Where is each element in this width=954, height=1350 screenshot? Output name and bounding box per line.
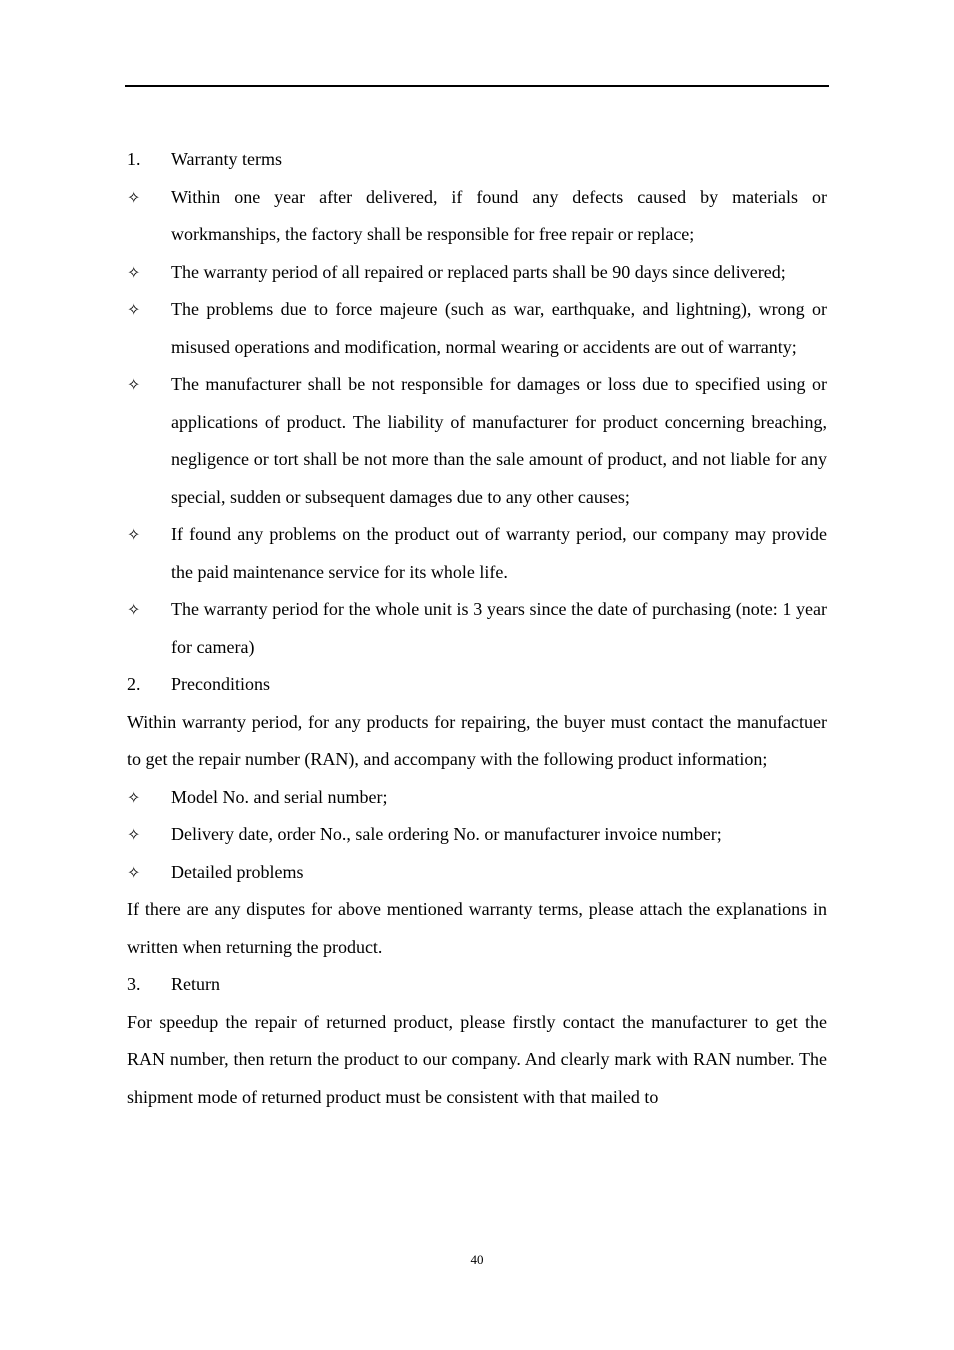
section-heading-return [127, 966, 827, 1004]
list-item-text: Detailed problems [171, 861, 304, 882]
page-number: 40 [470, 1252, 484, 1267]
list-item [127, 366, 827, 516]
list-item-text: Delivery date, order No., sale ordering No. or manufacturer invoice number; [171, 824, 722, 844]
four-point-star-bullet-icon: ✧ [127, 862, 141, 882]
header-rule [125, 85, 829, 87]
list-item-text: The manufacturer shall be not responsible for damages or loss due to specified using or applications of product. The liability of manufacturer for product concerning breaching, negligence or tort shall be not more than the sale amount of product, and not liable for any special, sudden or subsequent damages due to any other causes; [171, 374, 827, 507]
list-item-text: Model No. and serial number; [171, 786, 388, 807]
list-item-text: The warranty period of all repaired or replaced parts shall be 90 days since delivered; [171, 261, 786, 282]
four-point-star-bullet-icon: ✧ [127, 300, 141, 319]
disputes-paragraph: If there are any disputes for above mentioned warranty terms, please attach the explanations in written when returning the product. [127, 899, 827, 957]
list-item [127, 516, 827, 591]
section-title: Preconditions [171, 674, 270, 694]
section-title: Warranty terms [171, 149, 283, 169]
section-number: 1. [127, 149, 141, 169]
list-item-text: Within one year after delivered, if found any defects caused by materials or workmanships, the factory shall be responsible for free repair or replace; [171, 186, 827, 244]
list-item-text: If found any problems on the product out of warranty period, our company may provide the paid maintenance service for its whole life. [171, 524, 827, 582]
list-item [127, 291, 827, 366]
section-heading-preconditions [127, 666, 827, 704]
section-number: 3. [127, 974, 141, 994]
four-point-star-bullet-icon: ✧ [127, 600, 141, 619]
list-item [127, 591, 827, 666]
section-number: 2. [127, 674, 141, 694]
section-heading-warranty-terms [127, 141, 827, 179]
four-point-star-bullet-icon: ✧ [127, 375, 141, 394]
four-point-star-bullet-icon: ✧ [127, 525, 141, 544]
list-item-text: The warranty period for the whole unit is 3 years since the date of purchasing (note: 1 year for camera) [171, 599, 827, 657]
return-paragraph: For speedup the repair of returned product, please firstly contact the manufacturer to get the RAN number, then return the product to our company. And clearly mark with RAN number. The shipment mode of returned product must be consistent with that mailed to [127, 1011, 827, 1107]
section-title: Return [171, 974, 220, 994]
four-point-star-bullet-icon: ✧ [127, 787, 141, 807]
preconditions-intro-paragraph: Within warranty period, for any products for repairing, the buyer must contact the manufactuer to get the repair number (RAN), and accompany with the following product information; [127, 711, 827, 769]
list-item [127, 816, 827, 854]
list-item [127, 854, 827, 892]
four-point-star-bullet-icon: ✧ [127, 187, 141, 207]
list-item-text: The problems due to force majeure (such as war, earthquake, and lightning), wrong or misused operations and modification, normal wearing or accidents are out of warranty; [171, 299, 827, 357]
four-point-star-bullet-icon: ✧ [127, 825, 141, 844]
document-body [127, 141, 827, 1116]
list-item [127, 179, 827, 254]
list-item [127, 254, 827, 292]
list-item [127, 779, 827, 817]
four-point-star-bullet-icon: ✧ [127, 262, 141, 282]
